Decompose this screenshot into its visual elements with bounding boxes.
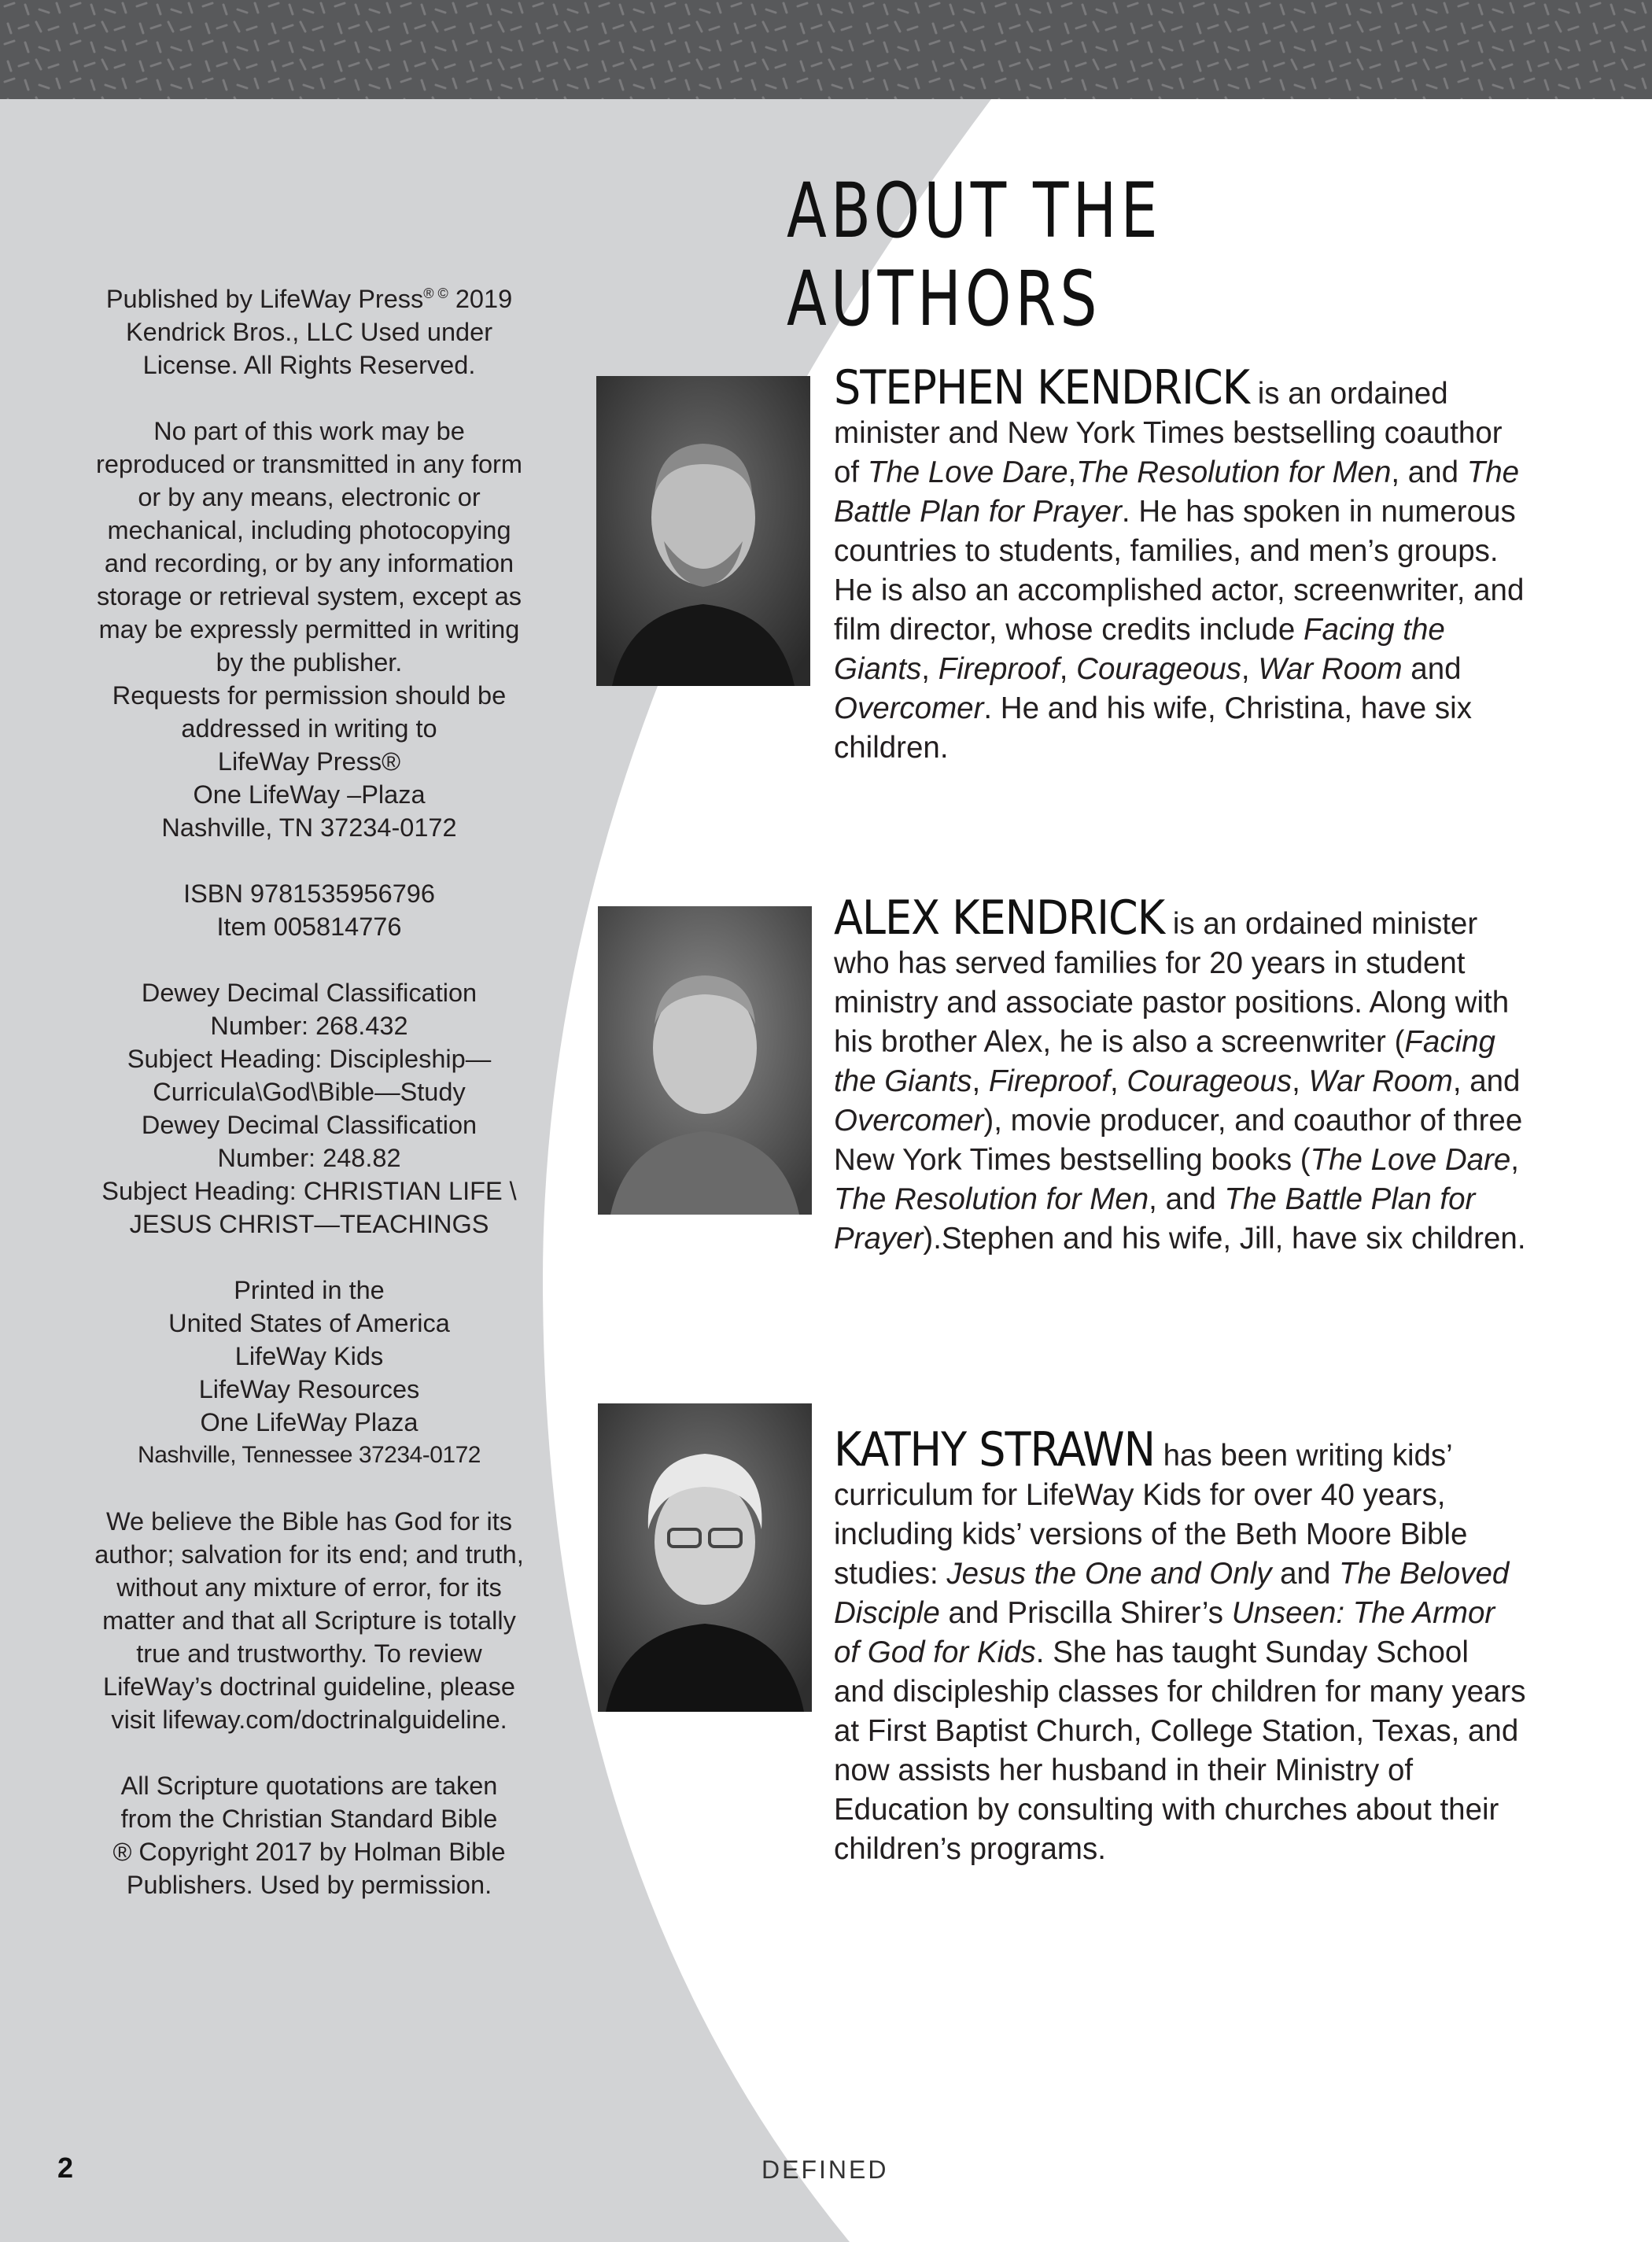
kathy-strawn-portrait (598, 1403, 812, 1712)
bio-title-italic: Facing the Giants (834, 1025, 1495, 1098)
item-number: Item 005814776 (216, 912, 402, 941)
scripture-copyright: ® Copyright 2017 by Holman Bible Publishers. Used by permission. (112, 1837, 506, 1899)
page-title: ABOUT THE AUTHORS (787, 167, 1162, 343)
bio-title-italic: The Beloved Disciple (834, 1557, 1510, 1630)
publisher-notice: Published by LifeWay Press® © 2019 Kendrick Bros., LLC Used under License. All Rights Reserved. (105, 284, 513, 379)
bio-title-italic: Facing the Giants (834, 613, 1445, 686)
page-number: 2 (57, 2152, 74, 2184)
bio-title-italic: The Love Dare (1310, 1143, 1511, 1177)
bio-text-run: , (1068, 455, 1077, 489)
bio-title-italic: The Battle Plan for Prayer (834, 1182, 1476, 1256)
isbn: ISBN 9781535956796 (183, 879, 435, 908)
author-bio-text (834, 1422, 1526, 1869)
author-bio-alex-kendrick (834, 891, 1526, 1259)
author-name: ALEX KENDRICK (834, 891, 1165, 946)
bio-title-italic: The Resolution for Men (834, 1182, 1149, 1216)
bio-title-italic: Overcomer (834, 1104, 984, 1138)
reproduction-notice: No part of this work may be reproduced or transmitted in any form or by any means, electronic or mechanical, including photocopying and recording, or by any information storage or retrieval system, except as may be expressly permitted in writing by the publisher. (96, 416, 522, 677)
permission-request: Requests for permission should be addressed in writing to (112, 680, 507, 743)
bio-text-run: is an ordained minister and New York Times bestselling coauthor of (834, 377, 1503, 489)
printed-line-2: United States of America (168, 1308, 450, 1337)
bio-text-run: , (1109, 1064, 1127, 1098)
scripture-notice: All Scripture quotations are taken from the Christian Standard Bible (120, 1771, 498, 1833)
bio-text-run: ), movie producer, and coauthor of three New York Times bestselling books ( (834, 1104, 1523, 1177)
bio-text-run: , (921, 652, 938, 686)
subject-heading-1: Subject Heading: Discipleship—Curricula\God\Bible—Study (127, 1044, 492, 1106)
bio-text-run: , (972, 1064, 989, 1098)
bio-text-run: . She has taught Sunday School and discipleship classes for children for many years at First Baptist Church, College Station, Texas, and now assists her husband in their Ministry of Education by consulting with churches about their children’s programs. (834, 1635, 1526, 1866)
bio-title-italic: War Room (1258, 652, 1403, 686)
bio-text-run: , and (1149, 1182, 1225, 1216)
bio-text-run: . He and his wife, Christina, have six children. (834, 691, 1472, 765)
bio-text-run: , and (1452, 1064, 1521, 1098)
author-bio-text (834, 891, 1526, 1259)
bio-title-italic: The Battle Plan for Prayer (834, 455, 1520, 529)
press-street: One LifeWay –Plaza (193, 780, 426, 809)
bio-text-run: , (1292, 1064, 1309, 1098)
author-name: KATHY STRAWN (834, 1422, 1155, 1477)
dewey-classification-2: Dewey Decimal Classification Number: 248.82 (141, 1110, 478, 1172)
author-bio-stephen-kendrick (834, 360, 1526, 768)
bio-text-run: , and (1391, 455, 1467, 489)
bio-title-italic: The Resolution for Men (1076, 455, 1392, 489)
bio-text-run: , (1510, 1143, 1519, 1177)
alex-kendrick-portrait (598, 906, 812, 1215)
printed-line-4: LifeWay Resources (198, 1374, 420, 1403)
printed-line-3: LifeWay Kids (234, 1341, 384, 1370)
printed-line-5: One LifeWay Plaza (200, 1407, 419, 1436)
dewey-classification-1: Dewey Decimal Classification Number: 268.432 (141, 978, 478, 1040)
stephen-kendrick-portrait (596, 376, 810, 686)
author-bio-kathy-strawn (834, 1422, 1526, 1869)
bio-text-run: ).Stephen and his wife, Jill, have six children. (923, 1222, 1526, 1256)
bio-title-italic: Courageous (1127, 1064, 1292, 1098)
copyright-sidebar (93, 277, 525, 1901)
bio-title-italic: War Room (1308, 1064, 1453, 1098)
press-name: LifeWay Press® (217, 747, 401, 776)
press-city: Nashville, TN 37234-0172 (161, 813, 457, 842)
bio-text-run: . He has spoken in numerous countries to students, families, and men’s groups. He is also an accomplished actor, screenwriter, and film director, whose credits include (834, 495, 1525, 647)
printed-line-6: Nashville, Tennessee 37234-0172 (138, 1441, 481, 1468)
bio-title-italic: Overcomer (834, 691, 984, 725)
book-title-footer: DEFINED (761, 2155, 889, 2184)
author-bio-text (834, 360, 1526, 768)
printed-line-1: Printed in the (234, 1275, 385, 1304)
bio-title-italic: Fireproof (938, 652, 1060, 686)
bio-text-run: , (1059, 652, 1077, 686)
bio-title-italic: Courageous (1076, 652, 1241, 686)
bio-title-italic: Jesus the One and Only (946, 1557, 1272, 1591)
bio-title-italic: Unseen: The Armor of God for Kids (834, 1596, 1495, 1669)
bio-text-run: has been writing kids’ curriculum for LifeWay Kids for over 40 years, including kids’ versions of the Beth Moore Bible studies: (834, 1439, 1468, 1591)
bio-title-italic: Fireproof (988, 1064, 1110, 1098)
bio-text-run: and Priscilla Shirer’s (939, 1596, 1232, 1630)
bio-text-run: is an ordained minister who has served families for 20 years in student ministry and associate pastor positions. Along with his brother Alex, he is also a screenwriter ( (834, 907, 1510, 1059)
author-name: STEPHEN KENDRICK (834, 360, 1250, 415)
bio-text-run: and (1402, 652, 1462, 686)
doctrinal-statement: We believe the Bible has God for its author; salvation for its end; and truth, without any mixture of error, for its matter and that all Scripture is totally true and trustworthy. To review LifeWay’s doctrinal guideline, please visit lifeway.com/doctrinalguideline. (94, 1506, 524, 1734)
bio-text-run: and (1271, 1557, 1340, 1591)
bio-text-run: , (1241, 652, 1259, 686)
bio-title-italic: The Love Dare (867, 455, 1068, 489)
patterned-header-banner (0, 0, 1652, 99)
subject-heading-2: Subject Heading: CHRISTIAN LIFE \ JESUS CHRIST—TEACHINGS (101, 1176, 517, 1238)
